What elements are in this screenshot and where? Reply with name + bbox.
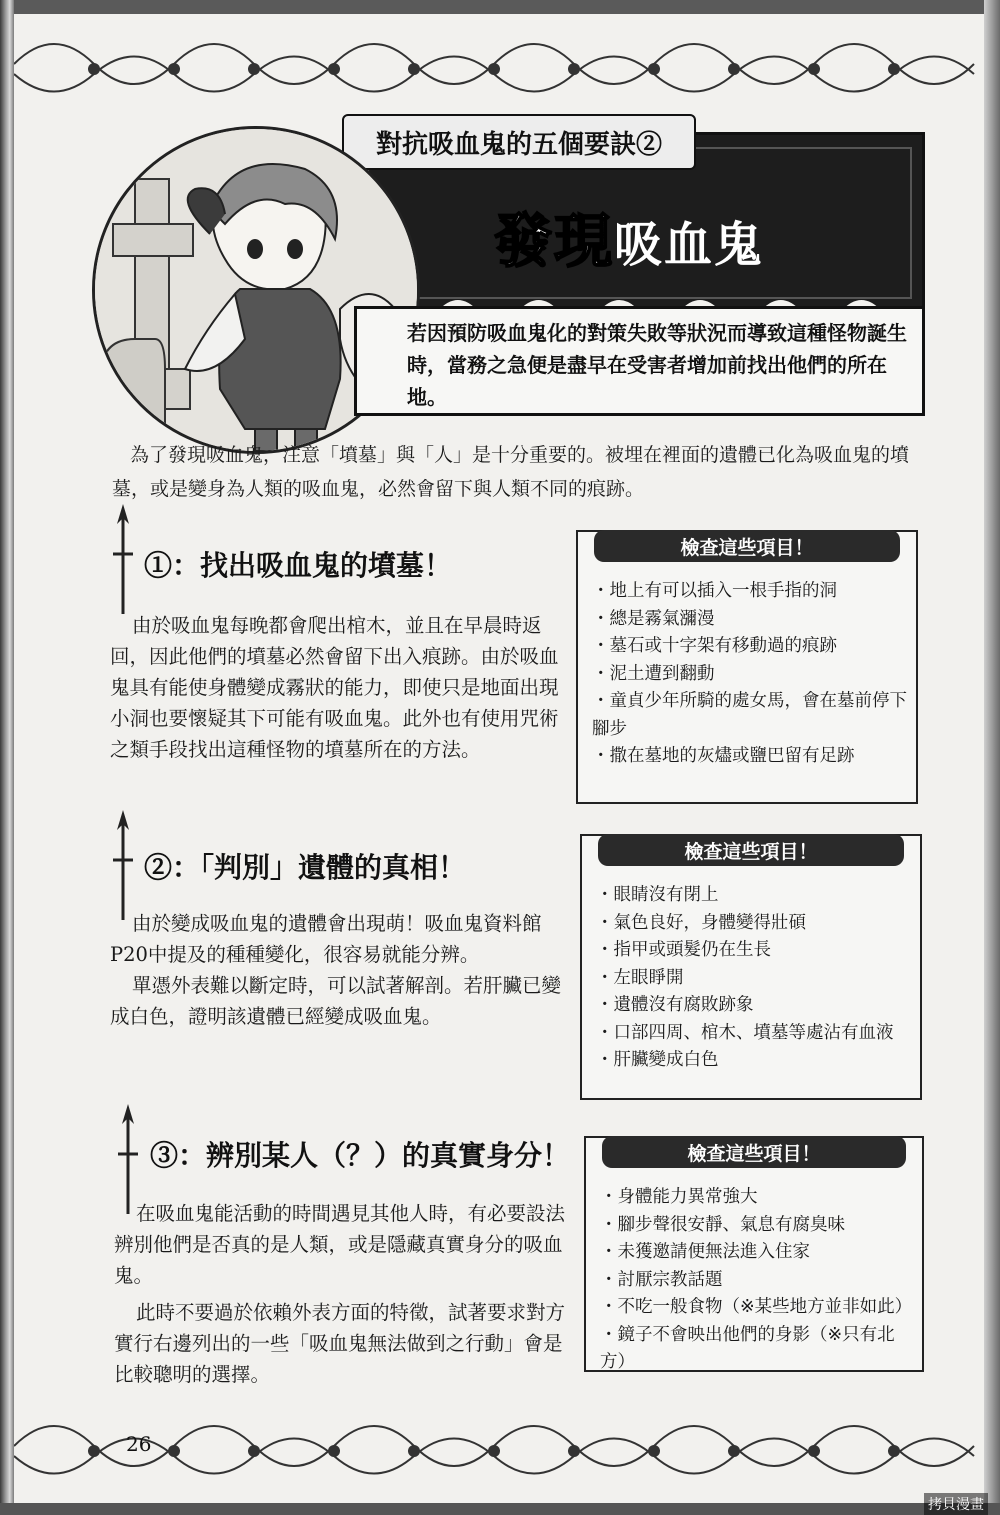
section-body-1 <box>110 610 566 765</box>
watermark: 拷貝漫畫 <box>924 1493 988 1515</box>
book-page <box>14 14 984 1504</box>
checklist-item: ・口部四周、棺木、墳墓等處沾有血液 <box>596 1022 894 1043</box>
page-title-rest: 吸血鬼 <box>614 217 765 273</box>
checklist-item: ・童貞少年所騎的處女馬，會在墓前停下腳步 <box>592 691 907 739</box>
checklist-item: ・不吃一般食物（※某些地方並非如此） <box>600 1297 913 1317</box>
checklist-item: ・指甲或頭髮仍在生長 <box>596 940 771 960</box>
checklist-item: ・肝臟變成白色 <box>596 1050 719 1070</box>
section-1-paragraph: 由於吸血鬼每晚都會爬出棺木，並且在早晨時返回，因此他們的墳墓必然會留下出入痕跡。由於吸血鬼具有能使身體變成霧狀的能力，即使只是地面出現小洞也要懷疑其下可能有吸血鬼。此外也有使用咒術之類手段找出這種怪物的墳墓所在的方法。 <box>110 614 559 761</box>
checklist-box-3 <box>584 1136 924 1372</box>
checklist-item: ・眼睛沒有閉上 <box>596 885 719 905</box>
page-title-emphasis: 發現 <box>494 207 615 275</box>
section-heading-1: ①：找出吸血鬼的墳墓！ <box>144 549 453 582</box>
checklist-item: ・身體能力異常強大 <box>600 1187 758 1207</box>
section-subtitle: 對抗吸血鬼的五個要訣② <box>342 114 696 170</box>
section-heading-3: ③：辨別某人（？）的真實身分！ <box>150 1139 571 1172</box>
checklist-item: ・撒在墓地的灰燼或鹽巴留有足跡 <box>592 746 855 766</box>
page-edge <box>984 0 1000 1515</box>
checklist-items <box>600 1184 914 1377</box>
intro-text: 若因預防吸血鬼化的對策失敗等狀況而導致這種怪物誕生時，當務之急便是盡早在受害者增加前找出他們的所在地。 <box>407 321 907 409</box>
checklist-item: ・鏡子不會映出他們的身影（※只有北方） <box>600 1324 895 1372</box>
checklist-item: ・泥土遭到翻動 <box>592 663 715 684</box>
book-spine <box>0 0 14 1515</box>
page-bottom-edge <box>0 1503 1000 1515</box>
checklist-item: ・地上有可以插入一根手指的洞 <box>592 581 837 601</box>
lead-paragraph: 為了發現吸血鬼，注意「墳墓」與「人」是十分重要的。被埋在裡面的遺體已化為吸血鬼的墳墓，或是變身為人類的吸血鬼，必然會留下與人類不同的痕跡。 <box>112 444 910 500</box>
section-body-2 <box>110 908 566 1032</box>
section-heading-2: ②：「判別」遺體的真相！ <box>144 851 467 884</box>
checklist-item: ・遺體沒有腐敗跡象 <box>596 995 754 1015</box>
checklist-title: 檢查這些項目！ <box>594 530 900 562</box>
top-ornament-border <box>14 14 984 114</box>
section-body-3 <box>114 1198 570 1390</box>
section-3-paragraph: 在吸血鬼能活動的時間遇見其他人時，有必要設法辨別他們是否真的是人類，或是隱藏真實身分的吸血鬼。 <box>114 1202 566 1287</box>
section-2-paragraph: 單憑外表難以斷定時，可以試著解剖。若肝臟已變成白色，證明該遺體已經變成吸血鬼。 <box>110 974 562 1028</box>
section-2-paragraph: 由於變成吸血鬼的遺體會出現萌！吸血鬼資料館P20中提及的種種變化，很容易就能分辨。 <box>110 912 542 966</box>
checklist-title: 檢查這些項目！ <box>602 1136 906 1168</box>
checklist-item: ・討厭宗教話題 <box>600 1269 723 1290</box>
checklist-items <box>596 882 912 1075</box>
intro-box <box>354 306 925 416</box>
checklist-item: ・總是霧氣瀰漫 <box>592 608 715 629</box>
checklist-item: ・未獲邀請便無法進入住家 <box>600 1242 810 1262</box>
checklist-box-1 <box>576 530 918 804</box>
checklist-items <box>592 578 908 771</box>
checklist-item: ・左眼睜開 <box>596 967 684 988</box>
bat-ornament-icon <box>109 504 137 614</box>
bottom-ornament-border <box>14 1396 984 1496</box>
page-number: 26 <box>126 1432 152 1456</box>
checklist-item: ・氣色良好，身體變得壯碩 <box>596 912 806 933</box>
checklist-box-2 <box>580 834 922 1100</box>
checklist-item: ・墓石或十字架有移動過的痕跡 <box>592 636 837 656</box>
bat-ornament-icon <box>109 810 137 920</box>
page-title <box>494 194 764 278</box>
checklist-title: 檢查這些項目！ <box>598 834 904 866</box>
section-3-paragraph: 此時不要過於依賴外表方面的特徵，試著要求對方實行右邊列出的一些「吸血鬼無法做到之行動」會是比較聰明的選擇。 <box>114 1301 566 1386</box>
checklist-item: ・腳步聲很安靜、氣息有腐臭味 <box>600 1214 845 1235</box>
